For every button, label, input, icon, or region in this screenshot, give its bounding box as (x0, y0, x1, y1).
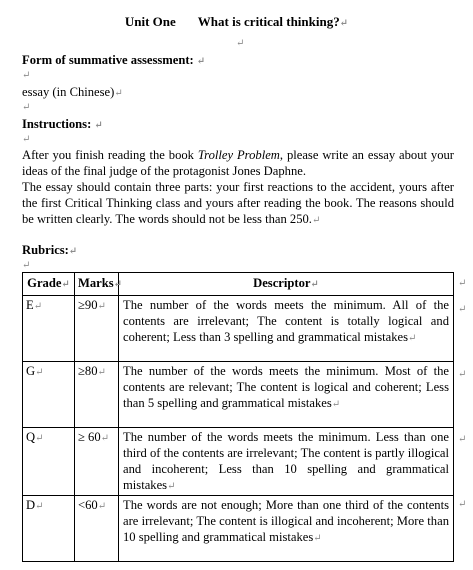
table-row (23, 362, 454, 428)
descriptor-cell: The number of the words meets the minimum. Less than one third of the contents are irrelevant; The content is partly illogical and incoherent; Less than 10 spelling and grammatical mistakes↵ (119, 428, 454, 496)
instructions-body (22, 147, 454, 229)
instructions-heading-text: Instructions: (22, 117, 92, 131)
instructions-text-2: The essay should contain three parts: your first reactions to the accident, yours after the first Critical Thinking class and yours after reading the book. The reasons should be written clearly. The words should not be less than 250. (22, 180, 454, 226)
table-row (23, 496, 454, 562)
table-row (23, 428, 454, 496)
paragraph-mark-icon: ↵ (22, 70, 31, 81)
paragraph-mark-icon: ↵ (196, 56, 206, 67)
paragraph-mark-icon: ↵ (22, 102, 31, 113)
paragraph-mark-icon: ↵ (22, 260, 31, 271)
form-value (22, 84, 123, 102)
paragraph-mark-icon: ↵ (114, 88, 123, 99)
row-end-mark-icon: ↵ (458, 369, 467, 380)
marks-cell: <60↵ (75, 496, 119, 562)
descriptor-cell: The number of the words meets the minimum. Most of the contents are relevant; The content is logical and coherent; Less than 5 spelling and grammatical mistakes↵ (119, 362, 454, 428)
grade-cell: E↵ (23, 296, 75, 362)
paragraph-mark-icon: ↵ (22, 134, 31, 145)
instructions-heading (22, 116, 103, 134)
instructions-paragraph-2 (22, 179, 454, 229)
paragraph-mark-icon: ↵ (94, 120, 103, 131)
instructions-text-1a: After you finish reading the book (22, 148, 198, 162)
descriptor-column-header: Descriptor↵ (119, 273, 454, 296)
instructions-paragraph-1 (22, 147, 454, 179)
page-title (0, 14, 473, 32)
grade-column-header: Grade↵ (23, 273, 75, 296)
row-end-mark-icon: ↵ (458, 434, 467, 445)
paragraph-mark-icon: ↵ (311, 215, 321, 226)
marks-cell: ≥90↵ (75, 296, 119, 362)
form-heading (22, 52, 205, 70)
grade-cell: Q↵ (23, 428, 75, 496)
marks-cell: ≥80↵ (75, 362, 119, 428)
descriptor-cell: The number of the words meets the minimum. All of the contents are irrelevant; The content is totally logical and coherent; Less than 3 spelling and grammatical mistakes↵ (119, 296, 454, 362)
paragraph-mark-icon: ↵ (68, 246, 78, 257)
unit-label: Unit One (124, 14, 176, 29)
table-row (23, 296, 454, 362)
marks-column-header: Marks↵ (75, 273, 119, 296)
row-end-mark-icon: ↵ (458, 304, 467, 315)
rubric-table (22, 272, 454, 562)
descriptor-cell: The words are not enough; More than one third of the contents are irrelevant; The content is illogical and incoherent; More than 10 spelling and grammatical mistakes↵ (119, 496, 454, 562)
marks-cell: ≥ 60↵ (75, 428, 119, 496)
paragraph-mark-icon: ↵ (236, 38, 245, 49)
grade-cell: G↵ (23, 362, 75, 428)
book-title: Trolley Problem (197, 148, 280, 162)
unit-question: What is critical thinking? (197, 14, 340, 29)
table-header-row (23, 273, 454, 296)
row-end-mark-icon: ↵ (458, 278, 467, 289)
grade-cell: D↵ (23, 496, 75, 562)
form-value-text: essay (in Chinese) (22, 85, 115, 99)
rubrics-heading-text: Rubrics: (22, 243, 69, 257)
form-heading-text: Form of summative assessment: (22, 53, 194, 67)
row-end-mark-icon: ↵ (458, 499, 467, 510)
instructions-text-1b: , please write an essay about your ideas of the final judge of the protagonist Jones Daphne. (22, 148, 455, 178)
paragraph-mark-icon: ↵ (339, 18, 349, 29)
